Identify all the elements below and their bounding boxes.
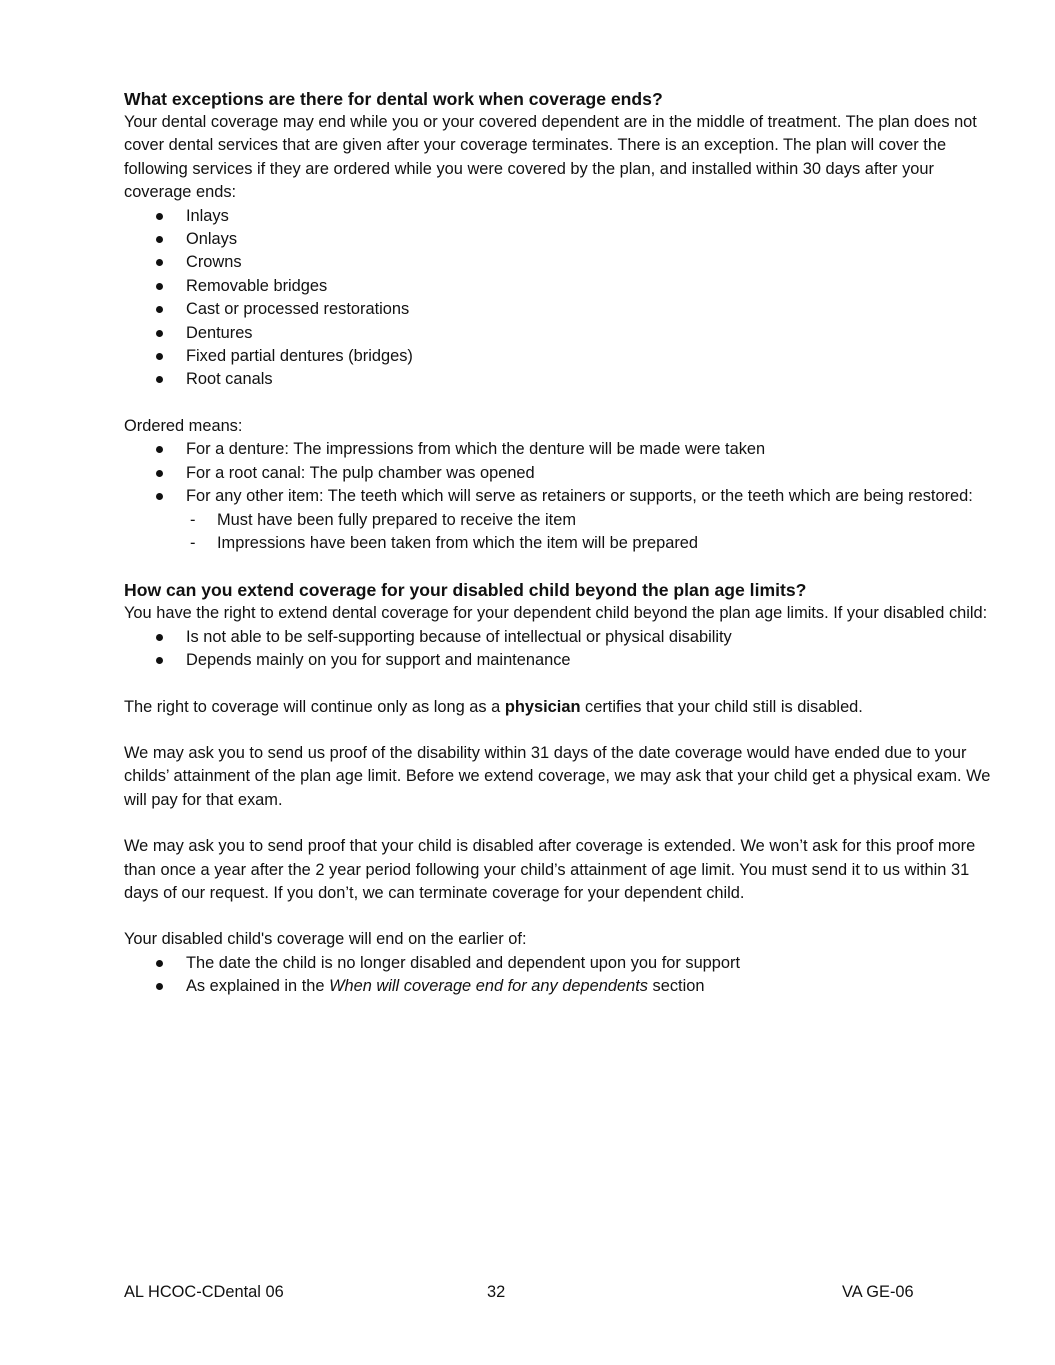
list-item: Removable bridges <box>124 275 994 298</box>
list-item: The date the child is no longer disabled and dependent upon you for support <box>124 952 994 975</box>
list-item: Onlays <box>124 228 994 251</box>
proof-paragraph: We may ask you to send us proof of the disability within 31 days of the date coverage would have ended due to your childs’ attainment of the plan age limit. Before we extend coverage, we may ask that your child get a physical exam. We will pay for that exam. <box>124 743 991 809</box>
exceptions-heading: What exceptions are there for dental work when coverage ends? <box>124 89 663 109</box>
sub-list-item: - Must have been fully prepared to receive the item <box>186 509 994 532</box>
disabled-child-heading: How can you extend coverage for your disabled child beyond the plan age limits? <box>124 580 807 601</box>
list-item: Cast or processed restorations <box>124 298 994 321</box>
list-item-post: section <box>647 977 705 996</box>
disabled-child-intro: You have the right to extend dental coverage for your dependent child beyond the plan age limits. If your disabled child: <box>124 604 988 623</box>
physician-pre: The right to coverage will continue only as long as a <box>124 697 505 716</box>
list-item: Crowns <box>124 251 994 274</box>
disability-conditions-list <box>124 626 994 673</box>
footer-form-code: AL HCOC-CDental 06 <box>124 1283 284 1301</box>
list-item <box>124 485 994 555</box>
sub-list <box>186 509 994 556</box>
list-item: Is not able to be self-supporting because of intellectual or physical disability <box>124 626 994 649</box>
list-item-pre: As explained in the <box>186 977 330 996</box>
sub-list-item: - Impressions have been taken from which the item will be prepared <box>186 532 994 555</box>
list-item <box>124 975 994 998</box>
list-item: For a root canal: The pulp chamber was opened <box>124 462 994 485</box>
list-item: For a denture: The impressions from which the denture will be made were taken <box>124 438 994 461</box>
exceptions-intro: Your dental coverage may end while you or your covered dependent are in the middle of treatment. The plan does not cover dental services that are given after your coverage terminates. There is an exception. The plan will cover the following services if they are ordered while you were covered by the plan, and installed within 30 days after your coverage ends: <box>124 113 977 202</box>
ordered-means-list <box>124 438 994 555</box>
list-item: Dentures <box>124 322 994 345</box>
list-item: Root canals <box>124 368 994 391</box>
physician-post: certifies that your child still is disabled. <box>580 697 863 716</box>
coverage-end-list <box>124 952 994 999</box>
document-body <box>124 87 994 999</box>
physician-paragraph <box>124 696 994 719</box>
list-item: Inlays <box>124 205 994 228</box>
list-item: Depends mainly on you for support and maintenance <box>124 649 994 672</box>
coverage-end-label: Your disabled child's coverage will end on the earlier of: <box>124 930 527 949</box>
covered-services-list <box>124 205 994 392</box>
page-number: 32 <box>487 1283 506 1301</box>
list-item: Fixed partial dentures (bridges) <box>124 345 994 368</box>
page-footer <box>124 1280 924 1304</box>
section-reference: When will coverage end for any dependents <box>329 977 648 996</box>
list-item-text: For any other item: The teeth which will serve as retainers or supports, or the teeth which are being restored: <box>186 487 973 506</box>
footer-version-code: VA GE-06 <box>842 1283 914 1301</box>
ordered-means-label: Ordered means: <box>124 416 243 435</box>
extended-proof-paragraph: We may ask you to send proof that your child is disabled after coverage is extended. We won’t ask for this proof more than once a year after the 2 year period following your child’s attainment of age limit. You must send it to us within 31 days of our request. If you don’t, we can terminate coverage for your dependent child. <box>124 837 976 902</box>
physician-term: physician <box>504 697 581 716</box>
